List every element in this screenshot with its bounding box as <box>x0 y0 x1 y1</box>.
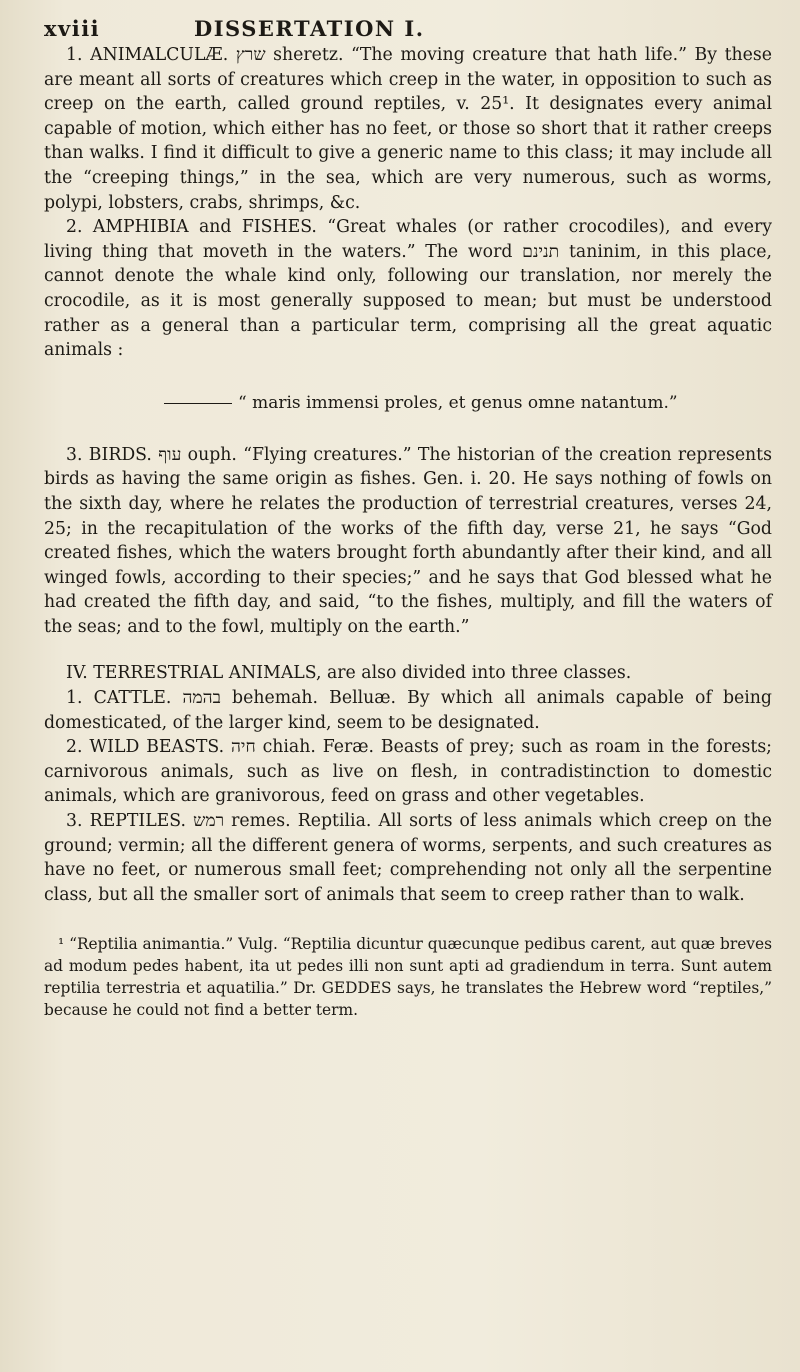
verse-rule <box>164 403 232 404</box>
paragraph-animalculae: 1. ANIMALCULÆ. שרץ sheretz. “The moving creature that hath life.” By these are meant all sorts of creatures which creep in the water, in opposition to such as creep on the earth, called ground reptiles, v. 25¹. It designates every animal capable of motion, which either has no feet, or those so short that it rather creeps than walks. I find it difficult to give a generic name to this class; it may include all the “creeping things,” in the sea, which are very numerous, such as worms, polypi, lobsters, crabs, shrimps, &c. <box>44 45 772 213</box>
page-number: xviii <box>44 16 101 41</box>
paragraph-reptiles: 3. REPTILES. רמש remes. Reptilia. All sorts of less animals which creep on the ground; vermin; all the different genera of worms, serpents, and such creatures as have no feet, or numerous small feet; comprehending not only all the serpentine class, but all the smaller sort of animals that seem to creep rather than to walk. <box>44 811 773 905</box>
verse-quotation <box>164 391 772 415</box>
paragraph-cattle: 1. CATTLE. בהמה behemah. Belluæ. By which all animals capable of being domesticated, of the larger kind, seem to be designated. <box>44 688 772 733</box>
paragraph-birds: 3. BIRDS. עוף ouph. “Flying creatures.” The historian of the creation represents birds as having the same origin as fishes. Gen. i. 20. He says nothing of fowls on the sixth day, where he relates the production of terrestrial creatures, verses 24, 25; in the recapitulation of the works of the fifth day, verse 21, he says “God created fishes, which the waters brought forth abundantly after their kind, and all winged fowls, according to their species;” and he says that God blessed what he had created the fifth day, and said, “to the fishes, multiply, and fill the waters of the seas; and to the fowl, multiply on the earth.” <box>44 444 772 637</box>
paragraph-wild-beasts: 2. WILD BEASTS. חיה chiah. Feræ. Beasts of prey; such as roam in the forests; carnivorous animals, such as live on flesh, in contradistinction to domestic animals, which are granivorous, feed on grass and other vegetables. <box>44 737 773 807</box>
page-header <box>44 16 772 41</box>
paragraph-amphibia-fishes: 2. AMPHIBIA and FISHES. “Great whales (or rather crocodiles), and every living thing that moveth in the waters.” The word תנינם taninim, in this place, cannot denote the whale kind only, following our translation, nor merely the crocodile, as it is most generally supposed to mean; but must be understood rather as a general than a particular term, comprising all the great aquatic animals : <box>44 217 772 361</box>
verse-text: “ maris immensi proles, et genus omne natantum.” <box>238 392 678 413</box>
footnote: ¹ “Reptilia animantia.” Vulg. “Reptilia dicuntur quæcunque pedibus carent, aut quæ breves ad modum pedes habent, ita ut pedes illi non sunt apti ad gradiendum in terra. Sunt autem reptilia terrestria et aquatilia.” Dr. GEDDES says, he translates the Hebrew word “reptiles,” because he could not find a better term. <box>44 935 772 1020</box>
section-heading-terrestrial: IV. TERRESTRIAL ANIMALS, are also divided into three classes. <box>66 663 632 684</box>
section-gap <box>44 639 772 661</box>
running-title: DISSERTATION I. <box>194 16 425 41</box>
